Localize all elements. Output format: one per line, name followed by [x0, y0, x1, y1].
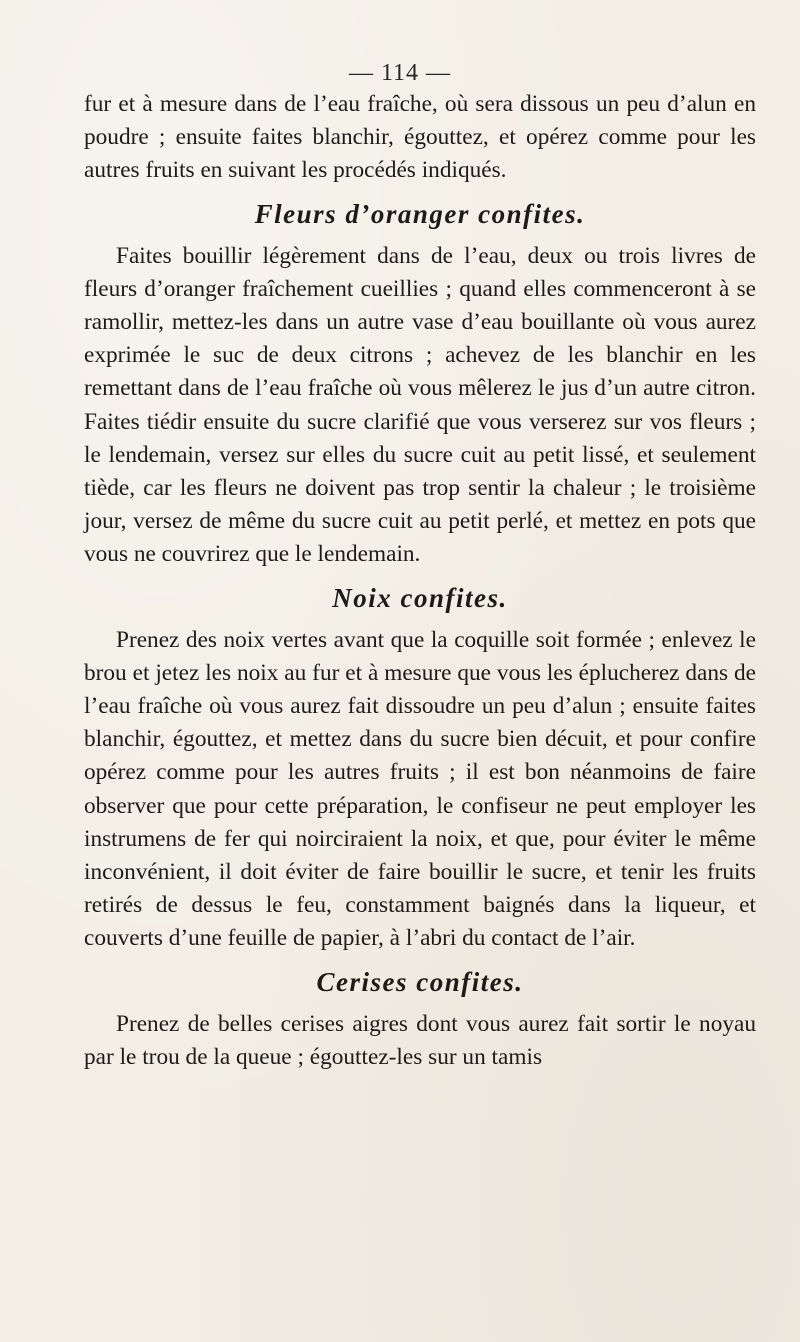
section-title-cerises: Cerises confites.	[316, 966, 524, 997]
section-title-fleurs: Fleurs d’oranger confites.	[254, 198, 586, 229]
section-body-noix: Prenez des noix vertes avant que la coquille soit formée ; enlevez le brou et jetez les noix au fur et à mesure que vous les éplucherez dans de l’eau fraîche où vous aurez fait dissoudre un peu d’alun ; ensuite faites blanchir, égouttez, et mettez dans du sucre bien décuit, et pour confire opérez comme pour les autres fruits ; il est bon néanmoins de faire observer que pour cette préparation, le confiseur ne peut employer les instrumens de fer qui noirciraient la noix, et que, pour éviter le même inconvénient, il doit éviter de faire bouillir le sucre, et tenir les fruits retirés de dessus le feu, constamment baignés dans la liqueur, et couverts d’une feuille de papier, à l’abri du contact de l’air.	[84, 626, 756, 952]
section-body-cerises: Prenez de belles cerises aigres dont vous aurez fait sortir le noyau par le trou de la queue ; égouttez-les sur un tamis	[84, 1010, 756, 1070]
page-number: — 114 —	[348, 60, 452, 86]
section-body-fleurs: Faites bouillir légèrement dans de l’eau, deux ou trois livres de fleurs d’oranger fraîchement cueillies ; quand elles commenceront à se ramollir, mettez-les dans un autre vase d’eau bouillante où vous aurez exprimée le suc de deux citrons ; achevez de les blanchir en les remettant dans de l’eau fraîche où vous mêlerez le jus d’un autre citron. Faites tiédir ensuite du sucre clarifié que vous verserez sur vos fleurs ; le lendemain, versez sur elles du sucre cuit au petit lissé, et seulement tiède, car les fleurs ne doivent pas trop sentir la chaleur ; le troisième jour, versez de même du sucre cuit au petit perlé, et mettez en pots que vous ne couvrirez que le lendemain.	[84, 242, 756, 568]
section-title-noix: Noix confites.	[332, 582, 508, 613]
intro-paragraph: fur et à mesure dans de l’eau fraîche, où sera dissous un peu d’alun en poudre ; ensuite faites blanchir, égouttez, et opérez comme pour les autres fruits en suivant les procédés indiqués.	[84, 91, 756, 184]
page-text	[84, 88, 756, 1074]
